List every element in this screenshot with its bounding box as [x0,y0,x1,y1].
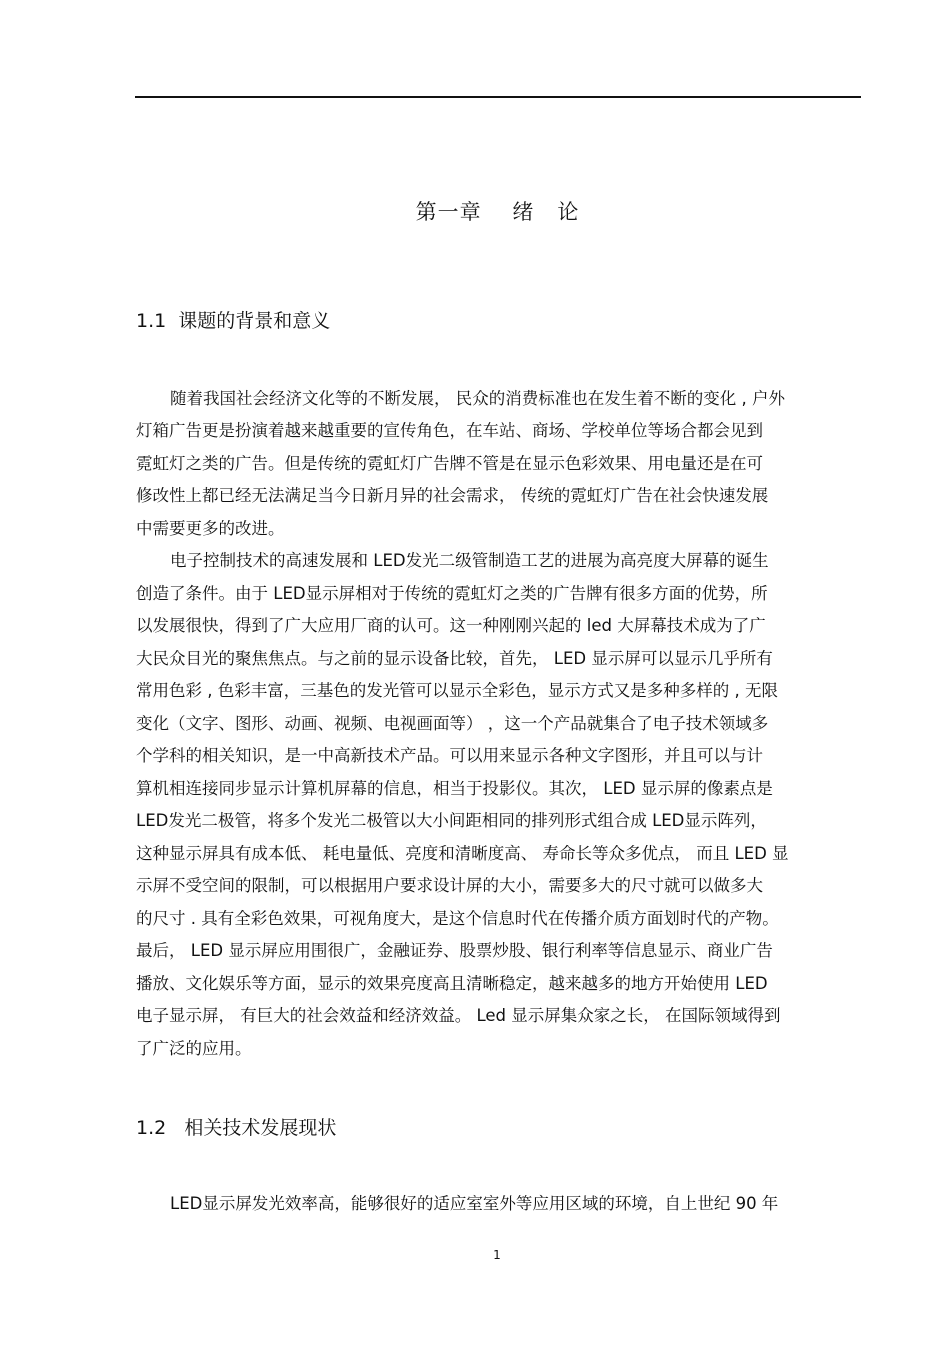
paragraph-line: 修改性上都已经无法满足当今日新月异的社会需求， 传统的霓虹灯广告在社会快速发展 [136,486,769,505]
header-rule [135,96,861,98]
paragraph-line: 的尺寸 . 具有全彩色效果，可视角度大，是这个信息时代在传播介质方面划时代的产物。 [136,909,779,928]
paragraph-line: 最后， LED 显示屏应用围很广，金融证券、股票炒股、银行利率等信息显示、商业广告 [136,941,773,960]
chapter-title: 第一章 绪 论 [415,200,580,224]
paragraph-line: 了广泛的应用。 [136,1039,252,1058]
paragraph-line: LED显示屏发光效率高，能够很好的适应室室外等应用区域的环境，自上世纪 90 年 [170,1194,779,1213]
section-heading-1-1: 1.1 课题的背景和意义 [136,310,331,332]
paragraph-line: 创造了条件。由于 LED显示屏相对于传统的霓虹灯之类的广告牌有很多方面的优势，所 [136,584,768,603]
paragraph-line: 变化（文字、图形、动画、视频、电视画面等） ，这一个产品就集合了电子技术领域多 [136,714,769,733]
paragraph-line: 灯箱广告更是扮演着越来越重要的宣传角色，在车站、商场、学校单位等场合都会见到 [136,421,763,440]
paragraph-line: 播放、文化娱乐等方面，显示的效果亮度高且清晰稳定，越来越多的地方开始使用 LED [136,974,768,993]
paragraph-line: LED发光二极管，将多个发光二极管以大小间距相同的排列形式组合成 LED显示阵列， [136,811,767,830]
paragraph-line: 大民众目光的聚焦焦点。与之前的显示设备比较，首先， LED 显示屏可以显示几乎所有 [136,649,773,668]
page-number: 1 [493,1248,501,1262]
paragraph-line: 随着我国社会经济文化等的不断发展， 民众的消费标准也在发生着不断的变化 , 户外 [170,389,785,408]
section-heading-1-2: 1.2 相关技术发展现状 [136,1117,337,1139]
paragraph-line: 中需要更多的改进。 [136,519,285,538]
paragraph-line: 个学科的相关知识，是一中高新技术产品。可以用来显示各种文字图形，并且可以与计 [136,746,763,765]
paragraph-line: 示屏不受空间的限制，可以根据用户要求设计屏的大小，需要多大的尺寸就可以做多大 [136,876,763,895]
paragraph-line: 常用色彩 , 色彩丰富，三基色的发光管可以显示全彩色，显示方式又是多种多样的 , 无限 [136,681,778,700]
paragraph-line: 霓虹灯之类的广告。但是传统的霓虹灯广告牌不管是在显示色彩效果、用电量还是在可 [136,454,763,473]
paragraph-line: 电子显示屏， 有巨大的社会效益和经济效益。 Led 显示屏集众家之长， 在国际领域得到 [136,1006,781,1025]
paragraph-line: 以发展很快，得到了广大应用厂商的认可。这一种刚刚兴起的 led 大屏幕技术成为了广 [136,616,766,635]
paragraph-line: 电子控制技术的高速发展和 LED发光二级管制造工艺的进展为高亮度大屏幕的诞生 [170,551,769,570]
paragraph-line: 算机相连接同步显示计算机屏幕的信息，相当于投影仪。其次， LED 显示屏的像素点是 [136,779,773,798]
paragraph-line: 这种显示屏具有成本低、 耗电量低、亮度和清晰度高、 寿命长等众多优点， 而且 LED 显 [136,844,789,863]
